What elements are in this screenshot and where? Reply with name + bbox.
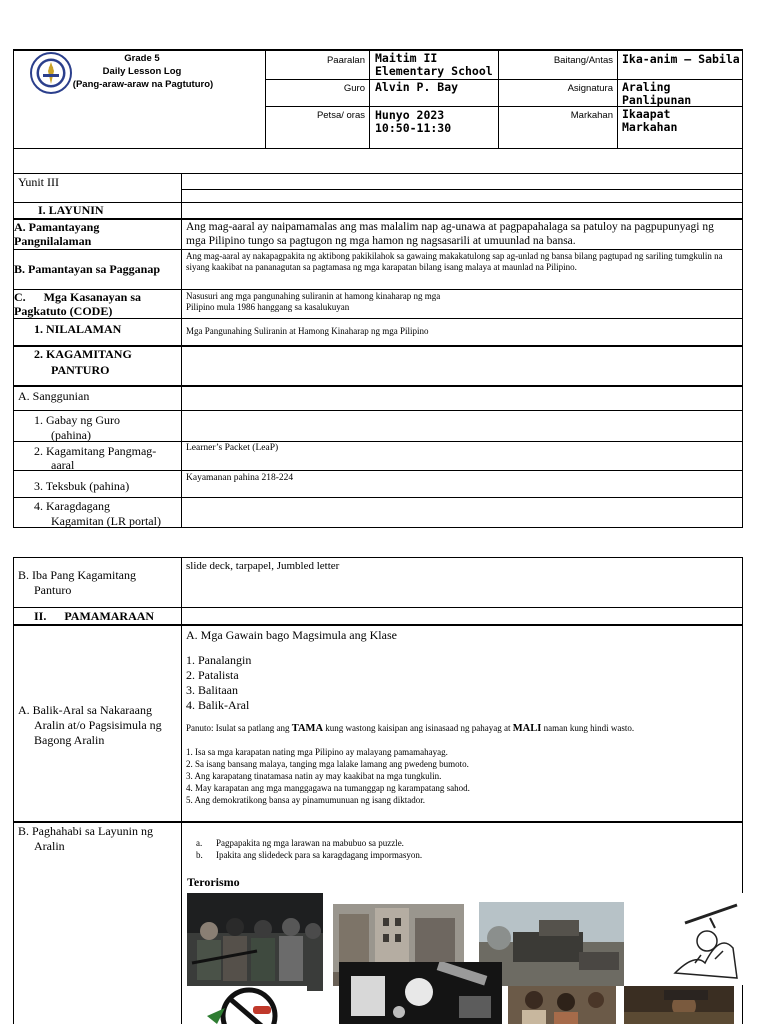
log-subtitle: (Pang-araw-araw na Pagtuturo) [72,79,214,90]
karagdagang-label-2: Kagamitan (LR portal) [51,514,161,528]
pamamaraan-heading: II. PAMAMARAAN [34,609,155,623]
gawain-item: 1. Panalangin [186,653,252,667]
table-column-divider [181,557,182,1024]
table-line [13,821,743,823]
header-divider [617,50,618,148]
no-drugs-sign-image [187,986,307,1024]
guro-value: Alvin P. Bay [375,80,459,94]
gabay-label-1: 1. Gabay ng Guro [34,413,120,427]
balik-label-1: A. Balik-Aral sa Nakaraang [18,703,152,717]
gabay-label-2: (pahina) [51,428,91,442]
armed-group-photo [187,893,323,991]
paghahabi-marker-b: b. [196,850,203,860]
header-right-border [742,49,743,148]
gawain-item: 3. Balitaan [186,683,238,697]
balik-label-2: Aralin at/o Pagsisimula ng [34,718,162,732]
statement-item: 2. Sa isang bansang malaya, tanging mga lalake lamang ang pwedeng bumoto. [186,759,469,769]
markahan-label: Markahan [570,110,613,121]
kasanayan-text-2: Pilipino mula 1986 hanggang sa kasalukuyan [186,302,350,312]
gawain-item: 2. Patalista [186,668,239,682]
paghahabi-marker-a: a. [196,838,203,848]
table-border [742,148,743,174]
table-line [13,318,743,319]
pangmag-value: Learner’s Packet (LeaP) [186,443,279,453]
header-row-divider [265,79,742,80]
pangmag-label-2: aaral [51,458,75,472]
table-column-divider [181,173,182,528]
table-line [13,173,743,174]
grade-label: Grade 5 [124,53,160,64]
table-line [13,557,743,558]
gawain-item: 4. Balik-Aral [186,698,250,712]
header-left-border [13,49,14,148]
table-line [13,470,743,471]
pagganap-text: Ang mag-aaral ay nakapagpakita ng aktibong pakikilahok sa gawaing makakatulong sap ag-unlad ng bansa bilang pagtupad ng sariling tumgkulin na siyang kaakibat na pananagutan sa pagtamasa ng mga karapatan bilang isang malaya at maunlad na Pilipino. [186,251,723,272]
table-line [13,410,743,411]
header-divider [369,50,370,148]
pangmag-label-1: 2. Kagamitang Pangmag- [34,444,157,458]
petsa-label: Petsa/ oras [316,110,365,121]
teksbuk-label: 3. Teksbuk (pahina) [34,479,130,493]
balik-label-3: Bagong Aralin [34,733,105,747]
pamantayang-label: A. Pamantayang Pangnilalaman [14,220,100,248]
statement-item: 1. Isa sa mga karapatan nating mga Pilipino ay malayang pamamahayag. [186,747,448,757]
iba-label-1: B. Iba Pang Kagamitang [18,568,136,582]
kasanayan-label-1: C. Mga Kasanayan sa [14,290,142,304]
kagamitang-label-1: 2. KAGAMITANG [34,347,132,361]
karagdagang-label-1: 4. Karagdagang [34,499,110,513]
soldier-photo [624,986,734,1024]
deped-seal-logo [30,52,72,94]
markahan-value: Ikaapat Markahan [622,107,678,134]
petsa-value-time: 10:50-11:30 [375,121,452,135]
kasanayan-label-2: Pagkatuto (CODE) [14,304,113,318]
table-border [13,557,14,1024]
petsa-value-date: Hunyo 2023 [375,108,445,122]
statement-item: 3. Ang karapatang tinatamasa natin ay may kaakibat na mga tungkulin. [186,771,442,781]
baitang-label: Baitang/Antas [553,55,613,66]
asignatura-label: Asignatura [567,83,613,94]
table-line [13,624,743,626]
table-line [13,607,743,608]
children-poverty-photo [508,986,616,1024]
paghahabi-label-2: Aralin [34,839,65,853]
table-line [13,202,743,203]
table-line [13,249,743,250]
guro-label: Guro [343,83,365,94]
table-border [742,173,743,528]
pagganap-label: B. Pamantayan sa Pagganap [14,262,161,276]
nilalaman-text: Mga Pangunahing Suliranin at Hamong Kinaharap ng mga Pilipino [186,326,429,336]
terrorist-cartoon-drawing [665,893,743,985]
table-line [13,441,743,442]
panuto-text: Panuto: Isulat sa patlang ang TAMA kung wastong kaisipan ang isinasaad ng pahayag at MALI naman kung hindi wasto. [186,723,635,734]
kagamitang-label-2: PANTURO [51,363,110,377]
paghahabi-item-a: Pagpapakita ng mga larawan na mabubuo sa puzzle. [216,838,404,848]
terorismo-heading: Terorismo [187,875,240,889]
table-line [13,385,743,387]
layunin-heading: I. LAYUNIN [38,203,104,217]
paaralan-value: Maitim II Elementary School [375,51,493,78]
header-bottom-border [13,148,743,149]
iba-value: slide deck, tarpapel, Jumbled letter [186,560,340,572]
log-title: Daily Lesson Log [102,66,182,77]
teksbuk-value: Kayamanan pahina 218-224 [186,473,294,483]
paghahabi-item-b: Ipakita ang slidedeck para sa karagdagang impormasyon. [216,850,423,860]
gawain-title: A. Mga Gawain bago Magsimula ang Klase [186,628,397,642]
statement-item: 5. Ang demokratikong bansa ay pinamumunuan ng isang diktador. [186,795,425,805]
sanggunian-label: A. Sanggunian [18,389,90,403]
paghahabi-label-1: B. Paghahabi sa Layunin ng [18,824,153,838]
kasanayan-text-1: Nasusuri ang mga pangunahing suliranin at hamong kinaharap ng mga [186,291,441,301]
table-line [13,497,743,498]
pamantayang-text: Ang mag-aaral ay naipamamalas ang mas malalim nap ag-unawa at pagpapahalaga sa patuloy na pagpupunyagi ng mga Pilipino tungo sa pagtugon ng mga hamon ng nagsasarili at umuunlad na bansa. [186,221,714,247]
baitang-value: Ika-anim – Sabila [622,52,740,66]
nilalaman-label: 1. NILALAMAN [34,322,122,336]
yunit-label: Yunit III [18,175,59,189]
paaralan-label: Paaralan [326,55,365,66]
table-border [13,148,14,174]
table-line [181,189,742,190]
asignatura-value: Araling Panlipunan [622,80,692,107]
iba-label-2: Panturo [34,583,72,597]
statement-item: 4. May karapatan ang mga manggagawa na tumanggap ng karampatang sahod. [186,783,470,793]
illegal-drugs-photo [339,962,502,1024]
